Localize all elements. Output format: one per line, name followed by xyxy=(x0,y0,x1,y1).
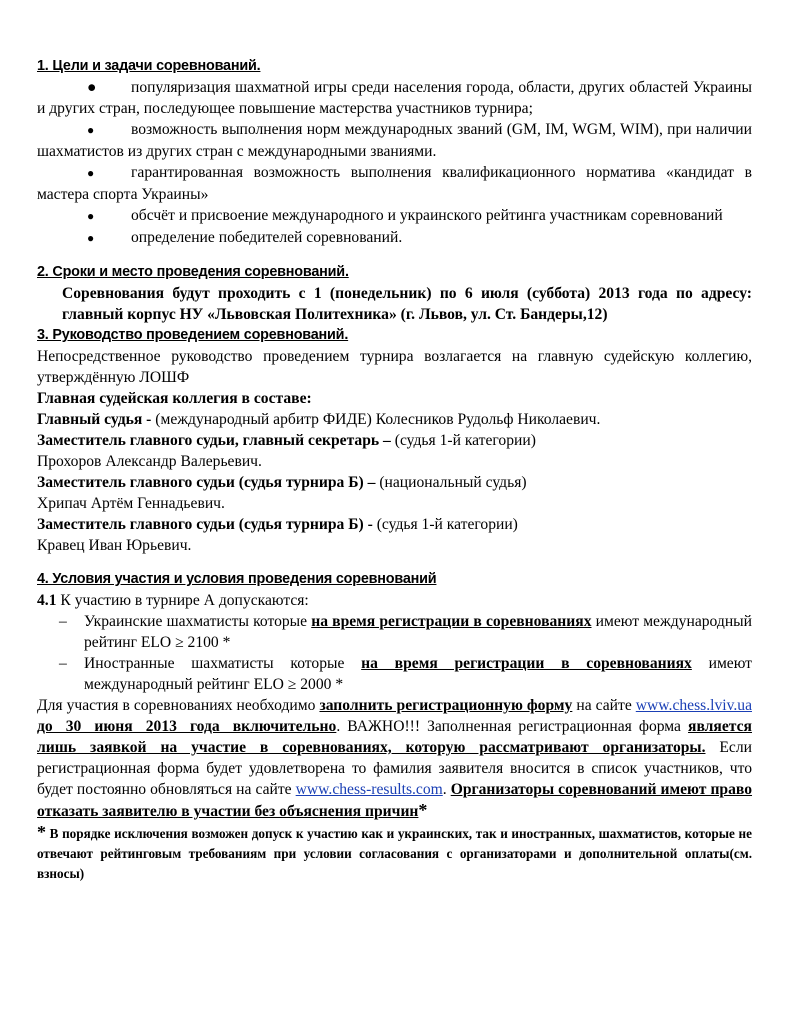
judge-entry xyxy=(37,409,752,430)
registration-paragraph xyxy=(37,695,752,822)
para-text: . xyxy=(442,781,451,798)
judge-role: Заместитель главного судьи (судья турнира Б) – xyxy=(37,474,380,491)
judge-detail: (судья 1-й категории) xyxy=(394,432,536,449)
para-emphasis: является лишь заявкой на участие в соревнованиях, которую рассматривают организаторы. xyxy=(37,718,752,756)
item-emphasis: на время регистрации в соревнованиях xyxy=(311,613,592,630)
list-item xyxy=(37,119,752,162)
item-text: Украинские шахматисты которые xyxy=(84,613,312,630)
para-emphasis: заполнить регистрационную форму xyxy=(319,697,573,714)
item-emphasis: на время регистрации в соревнованиях xyxy=(361,655,692,672)
bullet-text: популяризация шахматной игры среди населения города, области, других областей Украины и других стран, последующее повышение мастерства участников турнира; xyxy=(37,79,752,117)
chess-results-link[interactable]: www.chess-results.com xyxy=(295,781,443,798)
judge-entry xyxy=(37,472,752,493)
bullet-icon: ● xyxy=(87,231,95,245)
list-item xyxy=(37,77,752,119)
para-text: . ВАЖНО!!! Заполненная регистрационная форма xyxy=(336,718,689,735)
judge-name: Кравец Иван Юрьевич. xyxy=(37,537,192,554)
section-2-heading: 2. Сроки и место проведения соревнований. xyxy=(37,264,349,280)
subsection-4-1 xyxy=(37,590,752,611)
item-text: имеют международный рейтинг ELO ≥ 2100 * xyxy=(84,613,752,651)
list-item xyxy=(37,227,752,249)
document-page xyxy=(37,56,752,884)
board-title xyxy=(37,388,752,409)
section-4-heading: 4. Условия участия и условия проведения соревнований xyxy=(37,571,437,587)
eligibility-list xyxy=(37,611,752,695)
judge-entry xyxy=(37,430,752,451)
list-item xyxy=(37,162,752,205)
section-1-bullet-list xyxy=(37,77,752,249)
footnote-asterisk: * xyxy=(37,822,46,842)
dash-icon: – xyxy=(59,613,67,630)
para-text: Для участия в соревнованиях необходимо xyxy=(37,697,320,714)
subsection-text: К участию в турнире А допускаются: xyxy=(56,592,309,609)
bullet-icon: ● xyxy=(87,123,95,137)
bullet-text: обсчёт и присвоение международного и украинского рейтинга участникам соревнований xyxy=(131,207,723,224)
bullet-text: возможность выполнения норм международных званий (GM, IM, WGM, WIM), при наличии шахматистов из других стран с международными званиями. xyxy=(37,121,752,160)
bullet-icon: ● xyxy=(87,209,95,223)
para-text: на сайте xyxy=(572,697,636,714)
section-1-heading: 1. Цели и задачи соревнований. xyxy=(37,58,261,74)
board-title-text: Главная судейская коллегия в составе: xyxy=(37,390,312,407)
asterisk: * xyxy=(418,800,428,820)
judge-name: Хрипач Артём Геннадьевич. xyxy=(37,495,225,512)
para-emphasis: Организаторы соревнований имеют право отказать заявителю в участии без объяснения причин xyxy=(37,781,753,820)
judge-detail: (национальный судья) xyxy=(379,474,527,491)
judge-entry xyxy=(37,514,752,535)
subsection-number: 4.1 xyxy=(37,592,57,609)
bullet-icon: ● xyxy=(87,79,97,96)
footnote-text: В порядке исключения возможен допуск к участию как и украинских, так и иностранных, шахматистов, которые не отвечают рейтинговым требованиям при условии согласования с организаторами и дополнительной оплаты(см. взносы) xyxy=(37,826,752,881)
bullet-text: определение победителей соревнований. xyxy=(131,229,403,246)
judge-role: Заместитель главного судьи (судья турнира Б) - xyxy=(37,516,377,533)
judge-name: Прохоров Александр Валерьевич. xyxy=(37,453,262,470)
para-emphasis: до 30 июня 2013 года включительно xyxy=(37,718,337,735)
chess-lviv-link[interactable]: www.chess.lviv.ua xyxy=(635,697,752,714)
judge-role: Главный судья - xyxy=(37,411,156,428)
dash-icon: – xyxy=(59,655,67,672)
judge-detail: (международный арбитр ФИДЕ) Колесников Рудольф Николаевич. xyxy=(155,411,601,428)
judge-role: Заместитель главного судьи, главный секретарь – xyxy=(37,432,395,449)
list-item xyxy=(37,205,752,227)
judge-detail: (судья 1-й категории) xyxy=(376,516,518,533)
footnote xyxy=(37,822,752,884)
section-3-heading: 3. Руководство проведением соревнований. xyxy=(37,327,349,343)
list-item xyxy=(59,611,752,653)
bullet-icon: ● xyxy=(87,166,95,180)
item-text: Иностранные шахматисты которые xyxy=(84,655,362,672)
section-3-intro: Непосредственное руководство проведением турнира возлагается на главную судейскую коллегию, утверждённую ЛОШФ xyxy=(37,348,752,386)
list-item xyxy=(59,653,752,695)
para-text: Если регистрационная форма будет удовлетворена то фамилия заявителя вносится в список участников, что будет постоянно обновляться на сайте xyxy=(37,739,752,798)
bullet-text: гарантированная возможность выполнения квалификационного норматива «кандидат в мастера спорта Украины» xyxy=(37,164,752,203)
section-2-body: Соревнования будут проходить с 1 (понедельник) по 6 июля (суббота) 2013 года по адресу: главный корпус НУ «Львовская Политехника» (г. Львов, ул. Ст. Бандеры,12) xyxy=(62,285,752,323)
item-text: имеют международный рейтинг ELO ≥ 2000 * xyxy=(84,655,752,693)
